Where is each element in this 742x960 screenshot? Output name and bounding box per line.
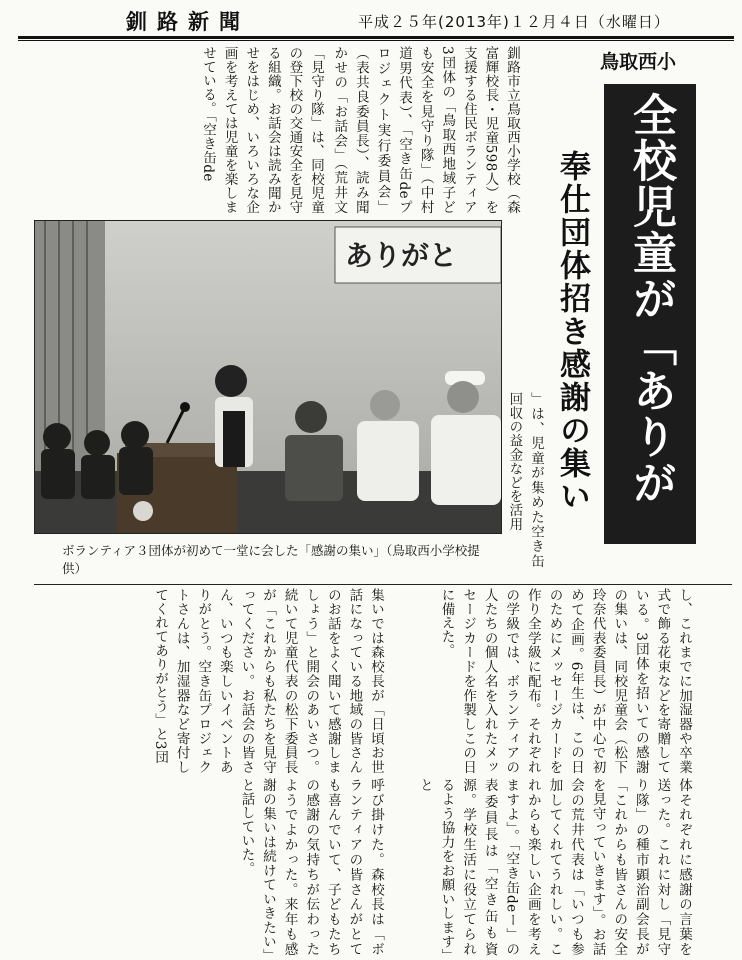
- main-headline: 全校児童が「ありが: [604, 84, 696, 544]
- article-col4: し、これまでに加湿器や卒業式で飾る花束などを寄贈している。3団体を招いての感謝の集いは、同校児童会（松下玲奈代表委員長）が中心で初めて企画。6年生は、この日のためにメッセージカードを作り全学級に配布。それぞれの学級では、ボランティアの人たちの個人名を入れたメッセージカードを作製しこの日に備えた。: [438, 588, 692, 774]
- masthead-rule: [18, 36, 734, 39]
- article-col3: 」は、児童が集めた空き缶回収の益金などを活用: [506, 392, 544, 568]
- section-label: 鳥取西小: [599, 51, 676, 73]
- article-col5: 集いでは森校長が「日頃お世話になっている地域の皆さんのお話をよく聞いて感謝しましょう」と開会のあいさつ。続いて児童代表の松下委員長が「これからも私たちを見守ってください。お話会の皆さん、いつも楽しいイベントありがとう。空き缶プロジェクトさんは、加湿器など寄付してくれてありがとう」と3団: [152, 588, 384, 774]
- banner-text: ありがと: [345, 239, 458, 272]
- masthead-rule-thin: [18, 40, 734, 41]
- article-lead: 釧路市立鳥取西小学校（森富輝校長・児童598人）を支援する住民ボランティア3団体の「鳥取西地域子ども安全を見守り隊」（中村道男代表）、「空き缶deプロジェクト実行委員会」（表共良委員長）、読み聞かせの「お話会」（荒井文: [331, 46, 520, 214]
- event-photo: [34, 220, 502, 534]
- lower-block-rule: [34, 584, 732, 585]
- article-col6: 体それぞれに感謝の言葉を送った。これに対し「見守り隊」の種市顕治副会長が「これからも皆さんの安全を見守っていきます」。お話会の荒井代表は「いつも参加してくれてうれしい。これからも楽しい企画を考えますよ」。「空き缶deー」の表委員長は「空き缶も資源。学校生活に役立てられるよう協力をお願いします」と: [416, 778, 692, 956]
- paper-name: 釧路新聞: [126, 9, 250, 34]
- masthead: [18, 6, 734, 36]
- issue-date: 平成２５年(2013年)１２月４日（水曜日）: [358, 12, 670, 31]
- sub-headline: 奉仕団体招き感謝の集い: [554, 150, 590, 513]
- event-photo-illustration: [35, 221, 501, 533]
- article-col7: 呼び掛けた。森校長は「ボランティアの皆さんがとても喜んでいて、子どもたちの感謝の気持ちが伝わったようでよかった。来年も感謝の集いは続けていきたい」と話していた。: [238, 778, 384, 956]
- article-col2: 「見守り隊」は、同校児童の登下校の交通安全を見守る組織。お話会は読み聞かせをはじめ、いろいろな企画を考えては児童を楽しませている。「空き缶de: [200, 46, 324, 214]
- photo-caption: ボランティア３団体が初めて一堂に会した「感謝の集い」（鳥取西小学校提供）: [62, 543, 480, 576]
